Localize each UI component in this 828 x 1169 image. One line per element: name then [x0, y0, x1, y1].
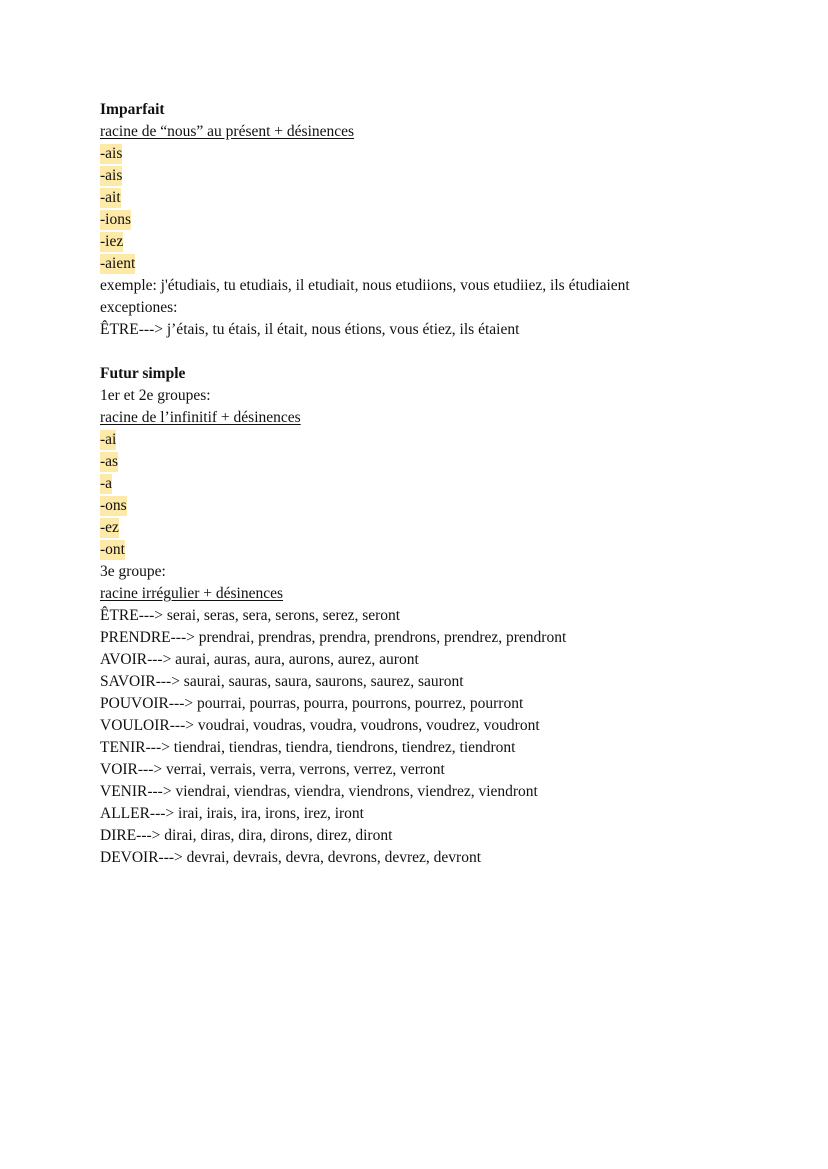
futur-rule-3: racine irrégulier + désinences — [100, 585, 284, 602]
imparfait-ending: -iez — [100, 233, 124, 250]
futur-irregular-etre: ÊTRE---> serai, seras, sera, serons, serez, seront — [100, 607, 401, 624]
futur-irregular-aller: ALLER---> irai, irais, ira, irons, irez, iront — [100, 805, 364, 822]
futur-irregular-tenir: TENIR---> tiendrai, tiendras, tiendra, tiendrons, tiendrez, tiendront — [100, 739, 516, 756]
futur-irregular-dire: DIRE---> dirai, diras, dira, dirons, direz, diront — [100, 827, 393, 844]
imparfait-ending: -ait — [100, 189, 121, 206]
futur-simple-section — [100, 363, 800, 869]
futur-irregular-vouloir: VOULOIR---> voudrai, voudras, voudra, voudrons, voudrez, voudront — [100, 717, 540, 734]
futur-ending: -ez — [100, 519, 119, 536]
futur-irregular-prendre: PRENDRE---> prendrai, prendras, prendra, prendrons, prendrez, prendront — [100, 629, 567, 646]
futur-irregular-pouvoir: POUVOIR---> pourrai, pourras, pourra, pourrons, pourrez, pourront — [100, 695, 524, 712]
futur-ending: -a — [100, 475, 113, 492]
imparfait-ending: -ais — [100, 167, 123, 184]
futur-group-3-label: 3e groupe: — [100, 563, 166, 580]
document-page — [100, 99, 800, 869]
imparfait-exceptions-label: exceptiones: — [100, 299, 178, 316]
futur-ending: -ons — [100, 497, 127, 514]
imparfait-heading: Imparfait — [100, 101, 165, 118]
imparfait-ending: -aient — [100, 255, 136, 272]
imparfait-exception-etre: ÊTRE---> j’étais, tu étais, il était, nous étions, vous étiez, ils étaient — [100, 321, 520, 338]
futur-irregular-devoir: DEVOIR---> devrai, devrais, devra, devrons, devrez, devront — [100, 849, 482, 866]
imparfait-ending: -ais — [100, 145, 123, 162]
imparfait-section — [100, 99, 800, 341]
futur-irregular-venir: VENIR---> viendrai, viendras, viendra, viendrons, viendrez, viendront — [100, 783, 538, 800]
futur-rule-12: racine de l’infinitif + désinences — [100, 409, 301, 426]
futur-heading: Futur simple — [100, 365, 186, 382]
futur-irregular-avoir: AVOIR---> aurai, auras, aura, aurons, aurez, auront — [100, 651, 419, 668]
imparfait-ending: -ions — [100, 211, 131, 228]
imparfait-example: exemple: j'étudiais, tu etudiais, il etudiait, nous etudiions, vous etudiiez, ils étudiaient — [100, 277, 630, 294]
futur-ending: -as — [100, 453, 119, 470]
futur-irregular-voir: VOIR---> verrai, verrais, verra, verrons, verrez, verront — [100, 761, 445, 778]
futur-ending: -ai — [100, 431, 117, 448]
futur-group-12-label: 1er et 2e groupes: — [100, 387, 211, 404]
imparfait-rule: racine de “nous” au présent + désinences — [100, 123, 355, 140]
futur-irregular-savoir: SAVOIR---> saurai, sauras, saura, saurons, saurez, sauront — [100, 673, 464, 690]
section-spacer — [100, 341, 800, 363]
futur-ending: -ont — [100, 541, 125, 558]
